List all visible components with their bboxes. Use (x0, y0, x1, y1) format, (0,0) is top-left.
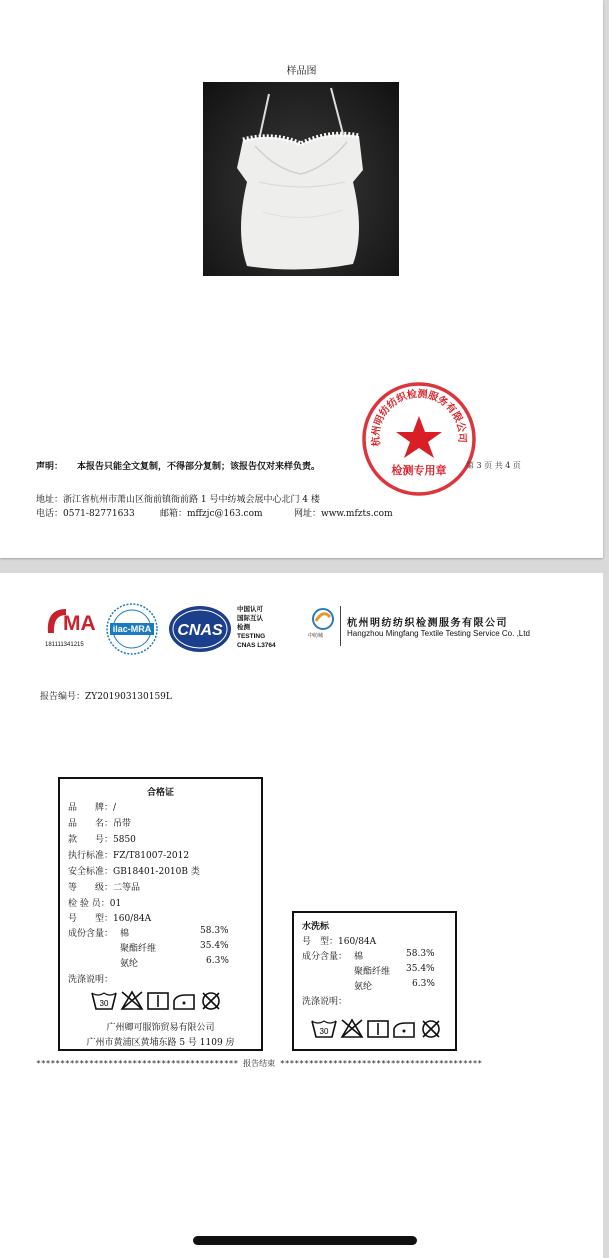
company-name-cn: 杭州明纺纺织检测服务有限公司 (347, 618, 508, 629)
wash-care-symbols (310, 1017, 450, 1045)
wash-care-label: 洗涤说明： (302, 997, 348, 1007)
cnas-logo (168, 604, 232, 658)
wash-fiber-1: 棉 (354, 952, 364, 962)
svg-text:检测专用章: 检测专用章 (391, 464, 447, 477)
cnas-accreditation-text (237, 605, 276, 650)
care-symbols (90, 989, 230, 1017)
cnas-line-1: 中国认可 (237, 606, 263, 613)
cert-percent-2: 35.4% (200, 941, 229, 951)
cert-safety-standard: 安全标准：GB18401-2010B 类 (68, 867, 200, 877)
svg-text:CNAS: CNAS (177, 622, 223, 639)
phone: 电话：0571-82771633 (36, 509, 135, 519)
cert-fiber-3: 氨纶 (120, 959, 139, 969)
ilac-mra-logo (106, 600, 158, 662)
wash-composition-label: 成分含量： (302, 952, 348, 962)
header-divider (340, 606, 341, 646)
address: 地址：浙江省杭州市萧山区衙前镇衙前路 1 号中纺城会展中心北门 4 楼 (36, 495, 320, 505)
cert-inspector: 检 验 员：01 (68, 899, 122, 909)
mingfang-logo-text: 中纺城 (308, 633, 324, 639)
cnas-line-4: TESTING (237, 633, 266, 640)
official-seal (360, 380, 478, 498)
wash-fiber-2: 聚酯纤维 (354, 967, 391, 977)
cert-company-address: 广州市黄浦区黄埔东路 5 号 1109 房 (86, 1038, 235, 1048)
company-name-en: Hangzhou Mingfang Textile Testing Service Co. ,Ltd (347, 629, 530, 638)
svg-text:30: 30 (319, 1027, 329, 1036)
report-page-3 (0, 0, 603, 558)
svg-text:杭州明纺纺织检测服务有限公司: 杭州明纺纺织检测服务有限公司 (370, 388, 468, 447)
email: 邮箱：mffzjc@163.com (160, 509, 263, 519)
wash-label (292, 911, 457, 1051)
home-indicator[interactable] (193, 1236, 417, 1245)
svg-text:MA: MA (63, 612, 96, 635)
cert-company: 广州卿可服饰贸易有限公司 (106, 1023, 215, 1033)
cma-number: 181111341215 (45, 642, 84, 648)
svg-text:ilac-MRA: ilac-MRA (112, 624, 152, 634)
svg-text:30: 30 (99, 999, 109, 1008)
cert-brand: 品 牌：/ (68, 803, 117, 813)
certificate-label (58, 777, 263, 1051)
cert-percent-1: 58.3% (200, 926, 229, 936)
declaration-text: 本报告只能全文复制，不得部分复制；该报告仅对来样负责。 (77, 461, 321, 471)
website: 网址：www.mfzts.com (294, 509, 393, 519)
wash-percent-1: 58.3% (406, 949, 435, 959)
cert-composition-label: 成份含量： (68, 929, 114, 939)
cert-fiber-2: 聚酯纤维 (120, 944, 157, 954)
sample-image-title: 样品图 (286, 66, 317, 77)
cnas-line-3: 检测 (237, 624, 250, 631)
cnas-line-2: 国际互认 (237, 615, 263, 622)
cert-style-no: 款 号：5850 (68, 835, 136, 845)
camisole-image (203, 82, 399, 276)
cert-exec-standard: 执行标准：FZ/T81007-2012 (68, 851, 190, 861)
wash-fiber-3: 氨纶 (354, 982, 373, 992)
declaration-label: 声明： (36, 461, 64, 471)
report-end: ****************************************** 报告结束 ****************************************** (36, 1059, 483, 1068)
declaration (36, 459, 320, 472)
cert-wash-label: 洗涤说明： (68, 975, 114, 985)
cert-fiber-1: 棉 (120, 929, 130, 939)
sample-photo (203, 82, 399, 276)
cma-logo (44, 603, 98, 643)
cert-size: 号 型：160/84A (68, 914, 152, 924)
certificate-title: 合格证 (146, 788, 174, 798)
cert-percent-3: 6.3% (206, 956, 229, 966)
cert-grade: 等 级：二等品 (68, 883, 141, 893)
page-number: 第 3 页 共 4 页 (466, 461, 521, 470)
wash-percent-2: 35.4% (406, 964, 435, 974)
cert-product-name: 品 名：吊带 (68, 819, 132, 829)
wash-label-title: 水洗标 (302, 922, 330, 932)
wash-percent-3: 6.3% (412, 979, 435, 989)
mingfang-logo-icon (310, 607, 336, 635)
wash-size: 号 型：160/84A (302, 937, 377, 947)
report-number: 报告编号：ZY201903130159L (40, 692, 172, 702)
cnas-line-5: CNAS L3764 (237, 642, 276, 649)
